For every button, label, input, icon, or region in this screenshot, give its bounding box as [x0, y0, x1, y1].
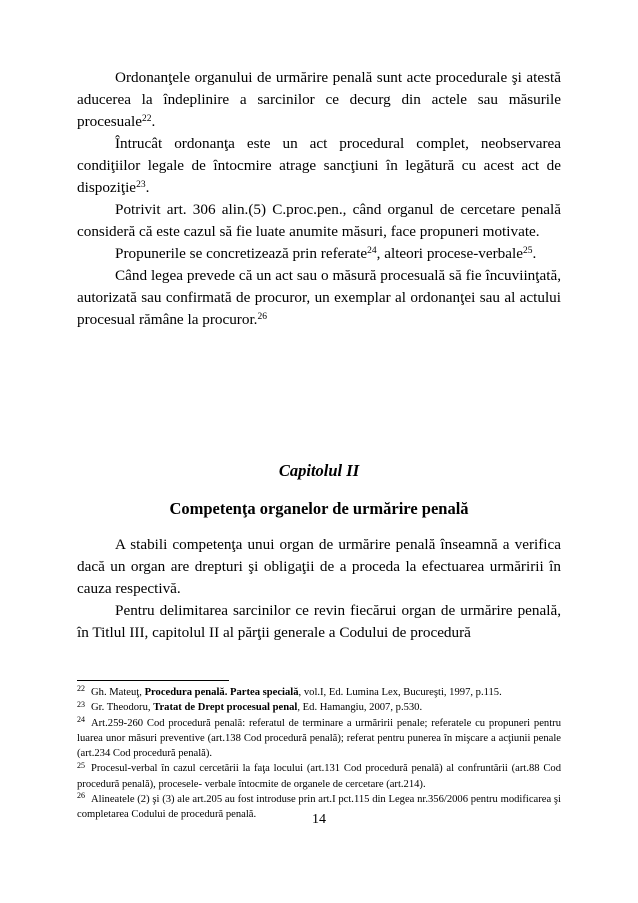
paragraph-cand-legea: Când legea prevede că un act sau o măsură procesuală să fie încuviinţată, autorizată sau confirmată de procuror, un exemplar al ordonanţei sau al actului procesual rămâne la procuror.$^{26}$: [77, 267, 561, 328]
paragraph-potrivit: Potrivit art. 306 alin.(5) C.proc.pen., când organul de cercetare penală consideră că este cazul să fie luate anumite măsuri, face propuneri motivate.: [77, 201, 561, 240]
page-number: 14: [312, 812, 326, 827]
footnote-22: $^{22}$ Gh. Mateuţ, Procedura penală. Partea specială, vol.I, Ed. Lumina Lex, Bucureşti, 1997, p.115.: [77, 684, 502, 698]
footnote-ref-26: 26: [257, 311, 267, 322]
footnote-separator: [77, 680, 229, 681]
footnote-ref-24: 24: [367, 245, 377, 256]
paragraph-intrucat: Întrucât ordonanţa este un act procedural complet, neobservarea condiţiilor legale de întocmire atrage sancţiuni în legătură cu acest act de dispoziţie$^{23}$.: [77, 135, 561, 196]
footnote-25: $^{25}$ Procesul-verbal în cazul cercetării la faţa locului (art.131 Cod procedură penală) al confruntării (art.88 Cod procedură penală), procesele- verbale întocmite de organele de cercetare (art.214).: [77, 760, 561, 790]
footnote-ref-25: 25: [522, 245, 533, 256]
body-section-top: [77, 67, 561, 331]
footnote-23: $^{23}$ Gr. Theodoru, Tratat de Drept procesual penal, Ed. Hamangiu, 2007, p.530.: [77, 699, 423, 714]
chapter-number: Capitolul II: [278, 461, 360, 480]
paragraph-a-stabili: A stabili competenţa unui organ de urmărire penală înseamnă a verifica dacă un organ are drepturi şi obligaţii de a proceda la efectuarea urmăririi în cauza respectivă.: [77, 536, 561, 597]
footnote-26: $^{26}$ Alineatele (2) şi (3) ale art.205 au fost introduse prin art.I pct.115 din Legea nr.356/2006 pentru modificarea şi completarea Codului de procedură penală.: [77, 791, 561, 821]
footnotes: [77, 685, 561, 823]
paragraph-ordonante: Ordonanţele organului de urmărire penală sunt acte procedurale şi atestă aducerea la îndeplinire a sarcinilor ce decurg din actele sau măsurile procesuale$^{22}$.: [77, 69, 561, 130]
footnote-ref-22: 22: [141, 113, 152, 124]
paragraph-pentru-delimitarea: Pentru delimitarea sarcinilor ce revin fiecărui organ de urmărire penală, în Titlul III, capitolul II al părţii generale a Codului de procedură: [77, 602, 561, 641]
footnote-ref-23: 23: [136, 179, 146, 190]
chapter-title: Competenţa organelor de urmărire penală: [169, 499, 469, 518]
paragraph-propunerile: Propunerile se concretizează prin referate$^{24}$, alteori procese-verbale$^{25}$.: [115, 245, 537, 262]
footnote-24: $^{24}$ Art.259-260 Cod procedură penală: referatul de terminare a urmăririi penale; referatele cu propuneri pentru luarea unor măsuri preventive (art.138 Cod procedură penală); referat pentru punerea în mişcare a acţiunii penale (art.234 Cod procedură penală).: [77, 715, 561, 760]
body-section-chapter: [77, 534, 561, 644]
